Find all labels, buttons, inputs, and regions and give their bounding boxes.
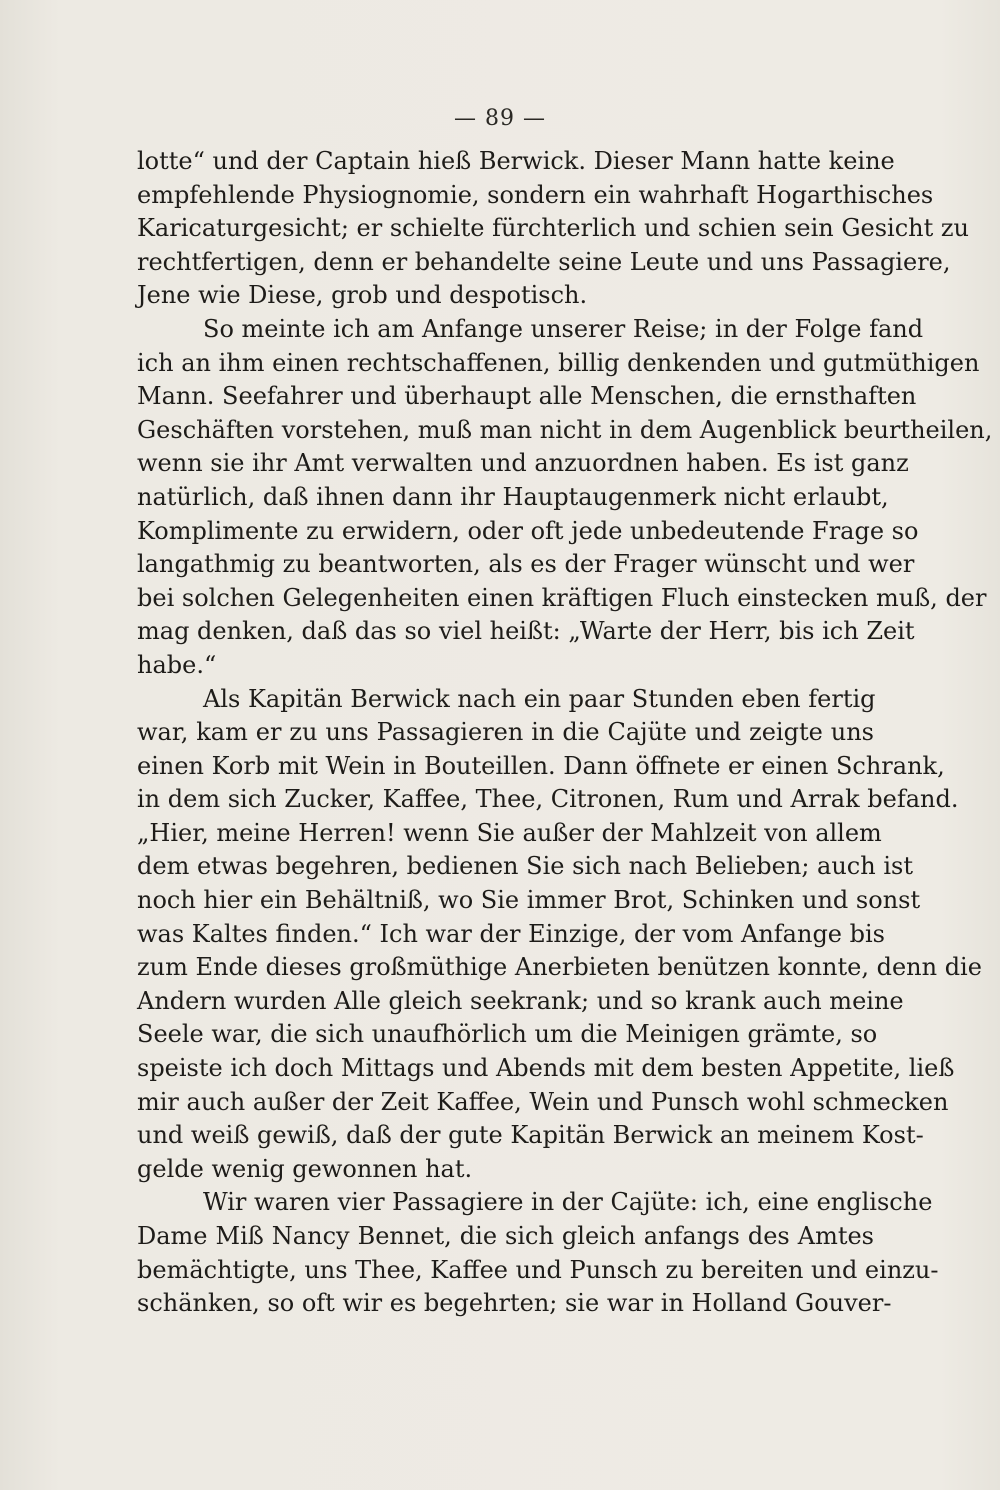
text-line: noch hier ein Behältniß, wo Sie immer Brot, Schinken und sonst bbox=[137, 886, 921, 915]
text-line: Andern wurden Alle gleich seekrank; und so krank auch meine bbox=[137, 986, 904, 1015]
text-line: speiste ich doch Mittags und Abends mit dem besten Appetite, ließ bbox=[137, 1054, 955, 1083]
text-line: Jene wie Diese, grob und despotisch. bbox=[137, 281, 588, 310]
body-text bbox=[137, 145, 993, 1321]
text-line: So meinte ich am Anfange unserer Reise; in der Folge fand bbox=[203, 314, 924, 343]
text-line: bei solchen Gelegenheiten einen kräftigen Fluch einstecken muß, der bbox=[137, 583, 987, 612]
text-line: dem etwas begehren, bedienen Sie sich nach Belieben; auch ist bbox=[137, 852, 913, 881]
text-line: einen Korb mit Wein in Bouteillen. Dann öffnete er einen Schrank, bbox=[137, 751, 945, 780]
text-line: mag denken, daß das so viel heißt: „Warte der Herr, bis ich Zeit bbox=[137, 617, 915, 646]
page-number: — 89 — bbox=[454, 106, 546, 131]
text-line: habe.“ bbox=[137, 650, 217, 679]
text-line: Komplimente zu erwidern, oder oft jede unbedeutende Frage so bbox=[137, 516, 919, 545]
text-line: was Kaltes finden.“ Ich war der Einzige, der vom Anfange bis bbox=[137, 919, 885, 948]
text-line: Als Kapitän Berwick nach ein paar Stunden eben fertig bbox=[203, 684, 876, 713]
text-line: lotte“ und der Captain hieß Berwick. Dieser Mann hatte keine bbox=[137, 147, 895, 175]
text-line: mir auch außer der Zeit Kaffee, Wein und Punsch wohl schmecken bbox=[137, 1087, 949, 1116]
text-line: Dame Miß Nancy Bennet, die sich gleich anfangs des Amtes bbox=[137, 1222, 874, 1250]
text-line: in dem sich Zucker, Kaffee, Thee, Citronen, Rum und Arrak befand. bbox=[137, 785, 959, 814]
text-line: zum Ende dieses großmüthige Anerbieten benützen konnte, denn die bbox=[137, 953, 982, 982]
text-line: gelde wenig gewonnen hat. bbox=[137, 1154, 473, 1183]
text-line: ich an ihm einen rechtschaffenen, billig denkenden und gutmüthigen bbox=[137, 348, 980, 377]
text-line: wenn sie ihr Amt verwalten und anzuordnen haben. Es ist ganz bbox=[137, 449, 909, 478]
text-line: „Hier, meine Herren! wenn Sie außer der Mahlzeit von allem bbox=[137, 818, 882, 847]
text-line: bemächtigte, uns Thee, Kaffee und Punsch zu bereiten und einzu- bbox=[137, 1255, 939, 1284]
text-line: empfehlende Physiognomie, sondern ein wahrhaft Hogarthisches bbox=[137, 180, 934, 209]
text-line: Karicaturgesicht; er schielte fürchterlich und schien sein Gesicht zu bbox=[137, 214, 969, 243]
text-line: Wir waren vier Passagiere in der Cajüte: ich, eine englische bbox=[203, 1188, 933, 1217]
text-line: natürlich, daß ihnen dann ihr Hauptaugenmerk nicht erlaubt, bbox=[137, 482, 889, 511]
text-line: rechtfertigen, denn er behandelte seine Leute und uns Passagiere, bbox=[137, 247, 951, 276]
text-line: langathmig zu beantworten, als es der Frager wünscht und wer bbox=[137, 550, 915, 579]
text-line: schänken, so oft wir es begehrten; sie war in Holland Gouver- bbox=[137, 1289, 892, 1318]
text-line: Mann. Seefahrer und überhaupt alle Menschen, die ernsthaften bbox=[137, 382, 917, 411]
text-line: Seele war, die sich unaufhörlich um die Meinigen grämte, so bbox=[137, 1020, 878, 1049]
text-line: Geschäften vorstehen, muß man nicht in dem Augenblick beurtheilen, bbox=[137, 415, 993, 444]
text-line: und weiß gewiß, daß der gute Kapitän Berwick an meinem Kost- bbox=[137, 1121, 924, 1150]
text-line: war, kam er zu uns Passagieren in die Cajüte und zeigte uns bbox=[137, 718, 874, 747]
